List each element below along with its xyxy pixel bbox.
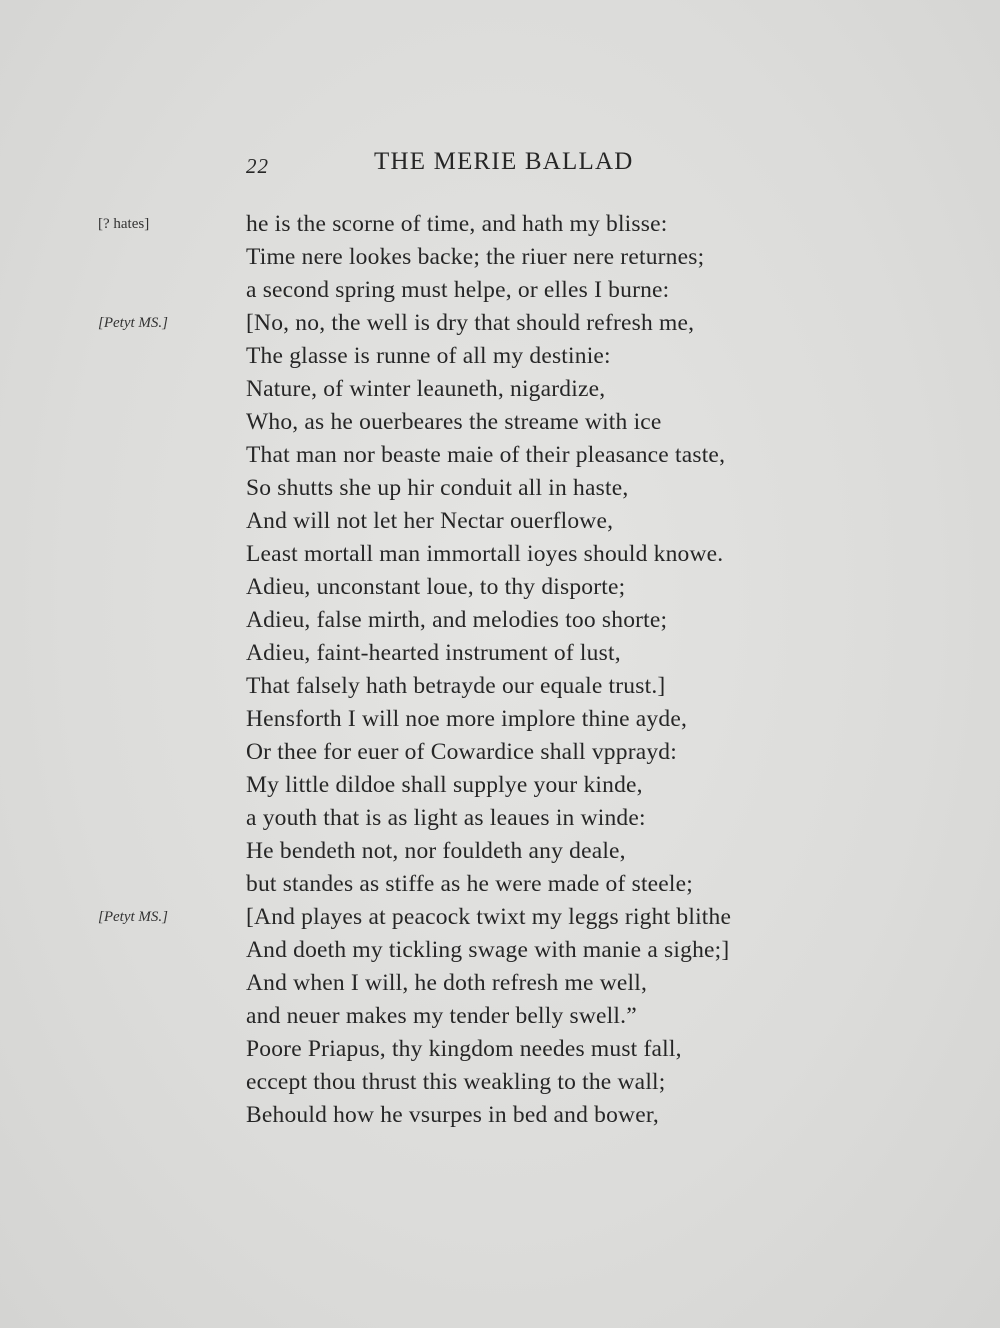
margin-note: [? hates] bbox=[98, 216, 150, 232]
poem-text bbox=[0, 208, 1000, 1138]
poem-line bbox=[0, 373, 1000, 406]
poem-line bbox=[0, 241, 1000, 274]
poem-line-text: And will not let her Nectar ouerflowe, bbox=[246, 508, 614, 534]
poem-line bbox=[0, 1000, 1000, 1033]
poem-line bbox=[0, 406, 1000, 439]
poem-line bbox=[0, 901, 1000, 934]
poem-line-text: And when I will, he doth refresh me well, bbox=[246, 970, 648, 996]
poem-line-text: Adieu, faint-hearted instrument of lust, bbox=[246, 640, 621, 666]
poem-line bbox=[0, 307, 1000, 340]
poem-line-text: eccept thou thrust this weakling to the wall; bbox=[246, 1069, 666, 1095]
poem-line-text: Least mortall man immortall ioyes should knowe. bbox=[246, 541, 724, 567]
poem-line bbox=[0, 472, 1000, 505]
poem-line bbox=[0, 208, 1000, 241]
poem-line bbox=[0, 1066, 1000, 1099]
poem-line-text: Poore Priapus, thy kingdom needes must fall, bbox=[246, 1036, 682, 1062]
poem-line bbox=[0, 802, 1000, 835]
poem-line bbox=[0, 868, 1000, 901]
poem-line-text: but standes as stiffe as he were made of steele; bbox=[246, 871, 694, 897]
poem-line-text: Or thee for euer of Cowardice shall vpprayd: bbox=[246, 739, 677, 765]
poem-line-text: Nature, of winter leauneth, nigardize, bbox=[246, 376, 606, 402]
poem-line bbox=[0, 604, 1000, 637]
poem-line bbox=[0, 1099, 1000, 1132]
poem-line-text: And doeth my tickling swage with manie a sighe;] bbox=[246, 937, 730, 963]
poem-line bbox=[0, 637, 1000, 670]
running-head: THE MERIE BALLAD bbox=[374, 148, 634, 175]
poem-line-text: He bendeth not, nor fouldeth any deale, bbox=[246, 838, 626, 864]
poem-line-text: Who, as he ouerbeares the streame with ice bbox=[246, 409, 662, 435]
page-number: 22 bbox=[246, 154, 269, 178]
poem-line bbox=[0, 340, 1000, 373]
poem-line bbox=[0, 769, 1000, 802]
poem-line-text: [And playes at peacock twixt my leggs right blithe bbox=[246, 904, 732, 930]
poem-line bbox=[0, 967, 1000, 1000]
poem-line bbox=[0, 505, 1000, 538]
poem-line-text: Adieu, false mirth, and melodies too shorte; bbox=[246, 607, 668, 633]
poem-line bbox=[0, 1033, 1000, 1066]
poem-line-text: a second spring must helpe, or elles I burne: bbox=[246, 277, 670, 303]
poem-line-text: Behould how he vsurpes in bed and bower, bbox=[246, 1102, 660, 1128]
poem-line bbox=[0, 835, 1000, 868]
poem-line bbox=[0, 934, 1000, 967]
poem-line-text: a youth that is as light as leaues in winde: bbox=[246, 805, 646, 831]
poem-line bbox=[0, 670, 1000, 703]
poem-line bbox=[0, 736, 1000, 769]
poem-line bbox=[0, 703, 1000, 736]
poem-line bbox=[0, 571, 1000, 604]
poem-line-text: and neuer makes my tender belly swell.” bbox=[246, 1003, 637, 1029]
poem-line-text: So shutts she up hir conduit all in haste, bbox=[246, 475, 629, 501]
poem-line bbox=[0, 274, 1000, 307]
poem-line bbox=[0, 538, 1000, 571]
margin-note: [Petyt MS.] bbox=[98, 315, 168, 331]
poem-line-text: The glasse is runne of all my destinie: bbox=[246, 343, 611, 369]
poem-line-text: Time nere lookes backe; the riuer nere returnes; bbox=[246, 244, 705, 270]
poem-line-text: That man nor beaste maie of their pleasance taste, bbox=[246, 442, 726, 468]
poem-line-text: [No, no, the well is dry that should refresh me, bbox=[246, 310, 695, 336]
poem-line-text: Hensforth I will noe more implore thine ayde, bbox=[246, 706, 688, 732]
margin-note: [Petyt MS.] bbox=[98, 909, 168, 925]
page-header bbox=[246, 148, 766, 184]
poem-line bbox=[0, 439, 1000, 472]
poem-line-text: That falsely hath betrayde our equale trust.] bbox=[246, 673, 666, 699]
poem-line-text: Adieu, unconstant loue, to thy disporte; bbox=[246, 574, 626, 600]
poem-line-text: he is the scorne of time, and hath my blisse: bbox=[246, 211, 668, 237]
poem-line-text: My little dildoe shall supplye your kinde, bbox=[246, 772, 643, 798]
